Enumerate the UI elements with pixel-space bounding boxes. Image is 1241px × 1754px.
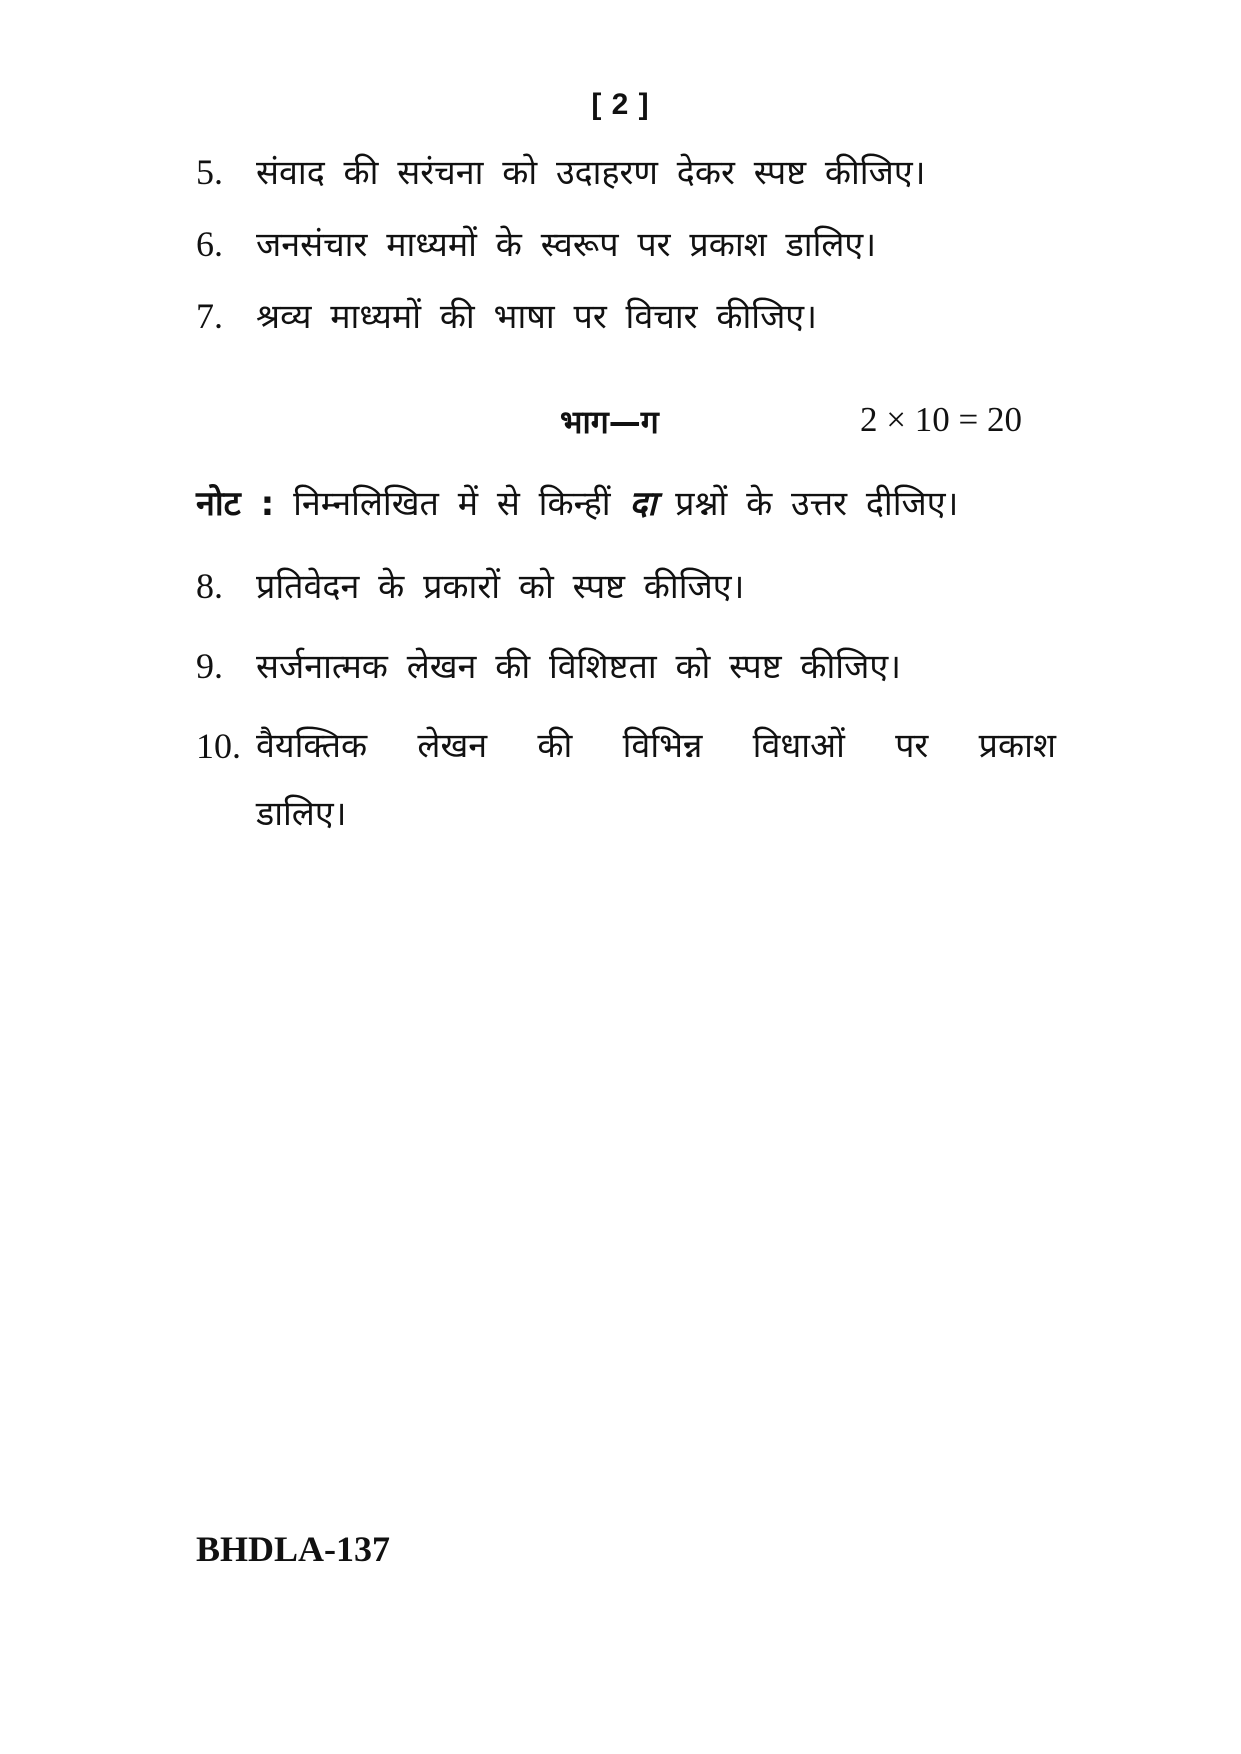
question-number: 9. [196, 646, 223, 686]
question-text: प्रतिवेदन के प्रकारों को स्पष्ट कीजिए। [256, 567, 745, 607]
question-text: सर्जनात्मक लेखन की विशिष्टता को स्पष्ट कीजिए। [256, 647, 902, 687]
note-text-before: निम्नलिखित में से किन्हीं [293, 484, 611, 524]
question-7 [196, 282, 1056, 351]
question-number: 6. [196, 224, 223, 264]
question-8 [196, 552, 1056, 621]
instruction-note [196, 470, 1076, 538]
question-number: 7. [196, 296, 223, 336]
question-10 [196, 712, 1056, 848]
section-marks: 2 × 10 = 20 [860, 400, 1022, 439]
note-text-after: प्रश्नों के उत्तर दीजिए। [675, 484, 959, 524]
section-heading: भाग—ग [560, 403, 659, 441]
question-6 [196, 210, 1056, 279]
question-5 [196, 138, 1056, 207]
question-text: संवाद की सरंचना को उदाहरण देकर स्पष्ट कीजिए। [256, 153, 926, 193]
question-text: श्रव्य माध्यमों की भाषा पर विचार कीजिए। [256, 297, 817, 337]
question-9 [196, 632, 1056, 701]
course-code: BHDLA-137 [196, 1529, 391, 1569]
note-emphasis: दा [629, 484, 657, 524]
question-text: वैयक्तिक लेखन की विभिन्न विधाओं पर प्रकाश डालिए। [256, 726, 1056, 834]
question-number: 10. [196, 726, 241, 766]
question-number: 5. [196, 152, 223, 192]
question-number: 8. [196, 566, 223, 606]
note-label: नोट : [196, 484, 275, 524]
page-number: [ 2 ] [591, 88, 650, 121]
question-text: जनसंचार माध्यमों के स्वरूप पर प्रकाश डालिए। [256, 225, 877, 265]
